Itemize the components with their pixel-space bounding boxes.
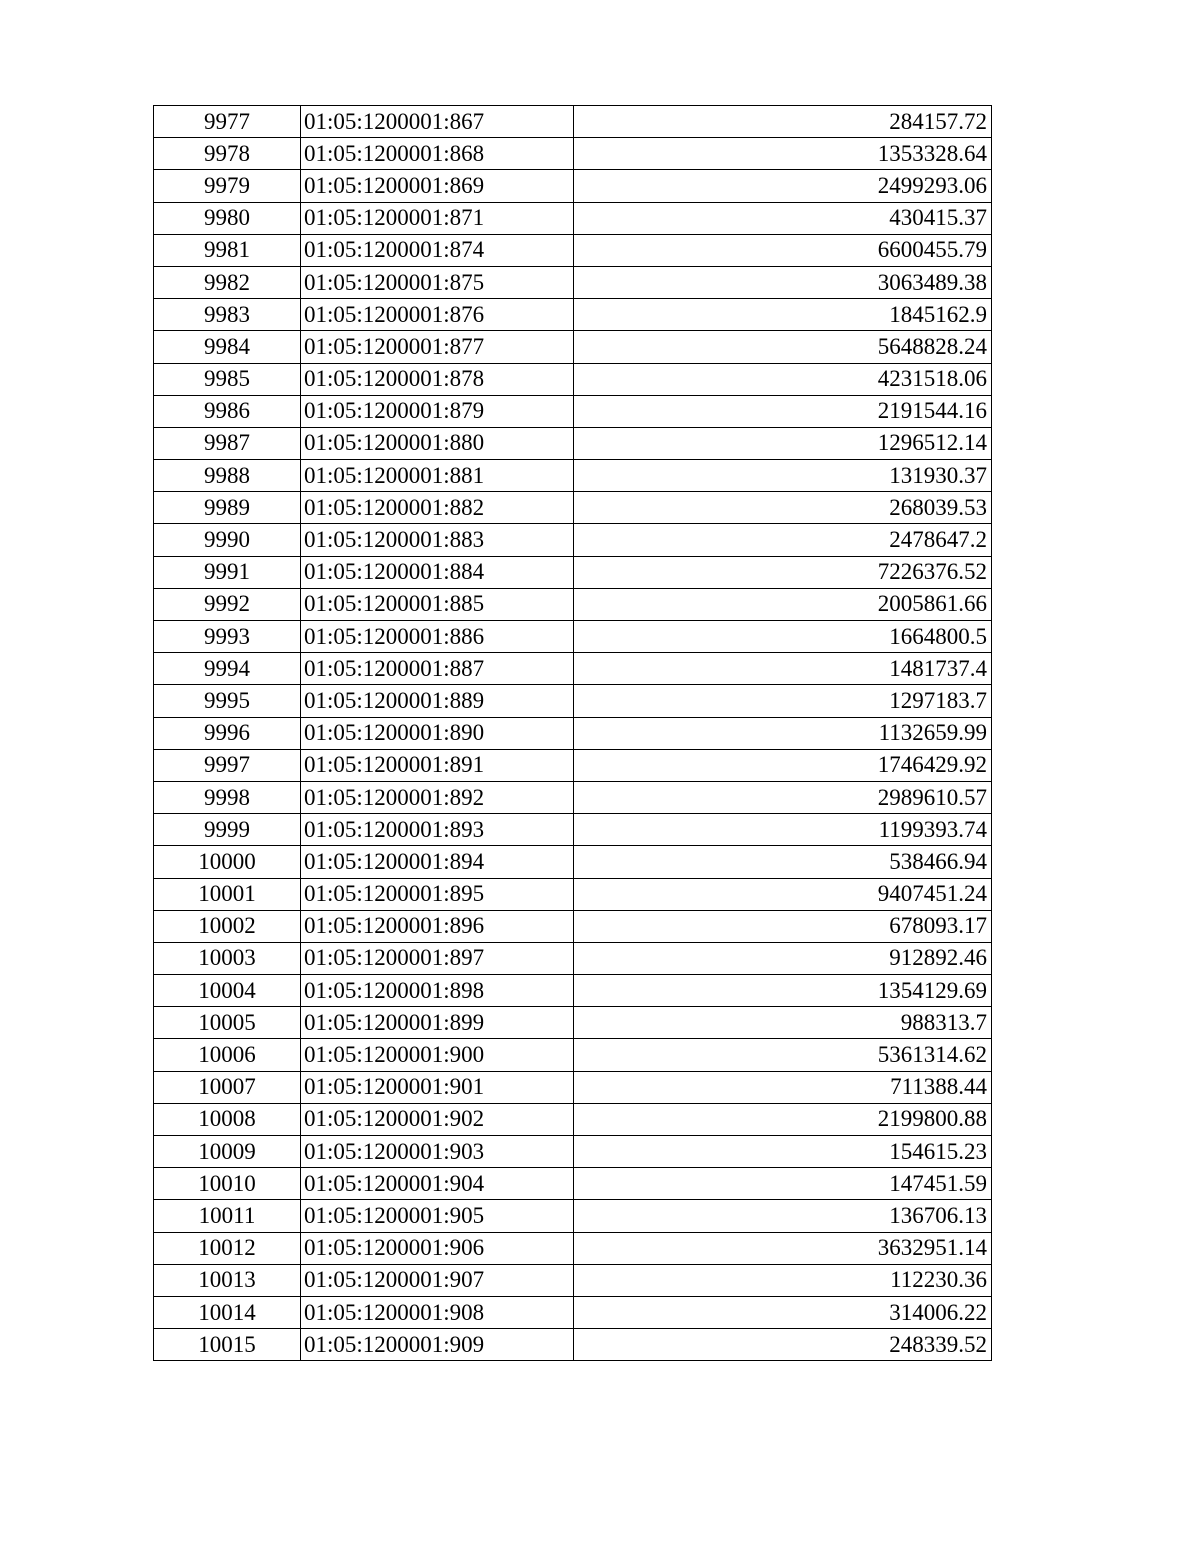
table-row <box>154 1232 992 1264</box>
amount-cell: 2478647.2 <box>574 524 992 556</box>
table-row <box>154 460 992 492</box>
cadastral-number-cell: 01:05:1200001:907 <box>301 1264 574 1296</box>
row-number-cell: 10002 <box>154 910 301 942</box>
cadastral-number-cell: 01:05:1200001:894 <box>301 846 574 878</box>
row-number-cell: 9994 <box>154 653 301 685</box>
data-table <box>153 105 992 1361</box>
amount-cell: 1297183.7 <box>574 685 992 717</box>
cadastral-number-cell: 01:05:1200001:899 <box>301 1007 574 1039</box>
table-row <box>154 910 992 942</box>
row-number-cell: 10000 <box>154 846 301 878</box>
table-row <box>154 1168 992 1200</box>
table-row <box>154 1296 992 1328</box>
amount-cell: 6600455.79 <box>574 234 992 266</box>
cadastral-number-cell: 01:05:1200001:883 <box>301 524 574 556</box>
amount-cell: 136706.13 <box>574 1200 992 1232</box>
cadastral-number-cell: 01:05:1200001:905 <box>301 1200 574 1232</box>
row-number-cell: 9993 <box>154 621 301 653</box>
cadastral-number-cell: 01:05:1200001:882 <box>301 492 574 524</box>
amount-cell: 2499293.06 <box>574 170 992 202</box>
table-row <box>154 717 992 749</box>
amount-cell: 2005861.66 <box>574 588 992 620</box>
cadastral-number-cell: 01:05:1200001:867 <box>301 106 574 138</box>
row-number-cell: 9995 <box>154 685 301 717</box>
cadastral-number-cell: 01:05:1200001:886 <box>301 621 574 653</box>
amount-cell: 154615.23 <box>574 1136 992 1168</box>
amount-cell: 147451.59 <box>574 1168 992 1200</box>
table-row <box>154 975 992 1007</box>
table-row <box>154 588 992 620</box>
table-body <box>154 106 992 1361</box>
amount-cell: 1353328.64 <box>574 138 992 170</box>
row-number-cell: 9980 <box>154 202 301 234</box>
amount-cell: 1481737.4 <box>574 653 992 685</box>
amount-cell: 538466.94 <box>574 846 992 878</box>
amount-cell: 5361314.62 <box>574 1039 992 1071</box>
table-row <box>154 1071 992 1103</box>
table-row <box>154 427 992 459</box>
cadastral-number-cell: 01:05:1200001:878 <box>301 363 574 395</box>
cadastral-number-cell: 01:05:1200001:887 <box>301 653 574 685</box>
row-number-cell: 10004 <box>154 975 301 1007</box>
table-row <box>154 1103 992 1135</box>
table-row <box>154 1136 992 1168</box>
row-number-cell: 10003 <box>154 942 301 974</box>
row-number-cell: 10006 <box>154 1039 301 1071</box>
table-row <box>154 395 992 427</box>
amount-cell: 1296512.14 <box>574 427 992 459</box>
row-number-cell: 9981 <box>154 234 301 266</box>
amount-cell: 4231518.06 <box>574 363 992 395</box>
amount-cell: 248339.52 <box>574 1329 992 1361</box>
row-number-cell: 10005 <box>154 1007 301 1039</box>
row-number-cell: 9979 <box>154 170 301 202</box>
cadastral-number-cell: 01:05:1200001:889 <box>301 685 574 717</box>
table-row <box>154 492 992 524</box>
row-number-cell: 9986 <box>154 395 301 427</box>
cadastral-number-cell: 01:05:1200001:879 <box>301 395 574 427</box>
row-number-cell: 10013 <box>154 1264 301 1296</box>
table-row <box>154 1200 992 1232</box>
cadastral-number-cell: 01:05:1200001:896 <box>301 910 574 942</box>
table-row <box>154 846 992 878</box>
amount-cell: 1664800.5 <box>574 621 992 653</box>
amount-cell: 430415.37 <box>574 202 992 234</box>
table-row <box>154 621 992 653</box>
amount-cell: 1132659.99 <box>574 717 992 749</box>
cadastral-number-cell: 01:05:1200001:880 <box>301 427 574 459</box>
table-row <box>154 556 992 588</box>
table-row <box>154 878 992 910</box>
cadastral-number-cell: 01:05:1200001:881 <box>301 460 574 492</box>
cadastral-number-cell: 01:05:1200001:906 <box>301 1232 574 1264</box>
cadastral-number-cell: 01:05:1200001:901 <box>301 1071 574 1103</box>
row-number-cell: 9988 <box>154 460 301 492</box>
cadastral-number-cell: 01:05:1200001:908 <box>301 1296 574 1328</box>
amount-cell: 268039.53 <box>574 492 992 524</box>
amount-cell: 988313.7 <box>574 1007 992 1039</box>
amount-cell: 2199800.88 <box>574 1103 992 1135</box>
cadastral-number-cell: 01:05:1200001:897 <box>301 942 574 974</box>
row-number-cell: 10007 <box>154 1071 301 1103</box>
cadastral-number-cell: 01:05:1200001:869 <box>301 170 574 202</box>
amount-cell: 1746429.92 <box>574 749 992 781</box>
row-number-cell: 10011 <box>154 1200 301 1232</box>
row-number-cell: 9990 <box>154 524 301 556</box>
cadastral-number-cell: 01:05:1200001:876 <box>301 299 574 331</box>
row-number-cell: 10014 <box>154 1296 301 1328</box>
row-number-cell: 9998 <box>154 781 301 813</box>
amount-cell: 711388.44 <box>574 1071 992 1103</box>
amount-cell: 7226376.52 <box>574 556 992 588</box>
amount-cell: 5648828.24 <box>574 331 992 363</box>
amount-cell: 131930.37 <box>574 460 992 492</box>
cadastral-number-cell: 01:05:1200001:895 <box>301 878 574 910</box>
table-row <box>154 106 992 138</box>
row-number-cell: 10008 <box>154 1103 301 1135</box>
cadastral-number-cell: 01:05:1200001:874 <box>301 234 574 266</box>
cadastral-number-cell: 01:05:1200001:898 <box>301 975 574 1007</box>
row-number-cell: 10012 <box>154 1232 301 1264</box>
cadastral-number-cell: 01:05:1200001:891 <box>301 749 574 781</box>
amount-cell: 678093.17 <box>574 910 992 942</box>
row-number-cell: 9991 <box>154 556 301 588</box>
cadastral-number-cell: 01:05:1200001:890 <box>301 717 574 749</box>
cadastral-number-cell: 01:05:1200001:877 <box>301 331 574 363</box>
amount-cell: 9407451.24 <box>574 878 992 910</box>
row-number-cell: 9999 <box>154 814 301 846</box>
cadastral-number-cell: 01:05:1200001:868 <box>301 138 574 170</box>
amount-cell: 112230.36 <box>574 1264 992 1296</box>
cadastral-number-cell: 01:05:1200001:903 <box>301 1136 574 1168</box>
table-row <box>154 266 992 298</box>
cadastral-number-cell: 01:05:1200001:884 <box>301 556 574 588</box>
row-number-cell: 9987 <box>154 427 301 459</box>
amount-cell: 3063489.38 <box>574 266 992 298</box>
row-number-cell: 10001 <box>154 878 301 910</box>
row-number-cell: 9982 <box>154 266 301 298</box>
row-number-cell: 9992 <box>154 588 301 620</box>
row-number-cell: 9997 <box>154 749 301 781</box>
table-row <box>154 814 992 846</box>
cadastral-number-cell: 01:05:1200001:871 <box>301 202 574 234</box>
table-row <box>154 1264 992 1296</box>
amount-cell: 1845162.9 <box>574 299 992 331</box>
row-number-cell: 9984 <box>154 331 301 363</box>
table-row <box>154 1039 992 1071</box>
row-number-cell: 9978 <box>154 138 301 170</box>
table-row <box>154 234 992 266</box>
cadastral-number-cell: 01:05:1200001:875 <box>301 266 574 298</box>
table-row <box>154 524 992 556</box>
amount-cell: 3632951.14 <box>574 1232 992 1264</box>
cadastral-number-cell: 01:05:1200001:909 <box>301 1329 574 1361</box>
row-number-cell: 9977 <box>154 106 301 138</box>
row-number-cell: 9983 <box>154 299 301 331</box>
table-row <box>154 363 992 395</box>
amount-cell: 1199393.74 <box>574 814 992 846</box>
table-row <box>154 299 992 331</box>
table-row <box>154 1007 992 1039</box>
table-row <box>154 1329 992 1361</box>
table-row <box>154 202 992 234</box>
cadastral-number-cell: 01:05:1200001:892 <box>301 781 574 813</box>
cadastral-number-cell: 01:05:1200001:904 <box>301 1168 574 1200</box>
amount-cell: 2191544.16 <box>574 395 992 427</box>
table-row <box>154 653 992 685</box>
row-number-cell: 10015 <box>154 1329 301 1361</box>
row-number-cell: 9985 <box>154 363 301 395</box>
table-row <box>154 942 992 974</box>
row-number-cell: 10009 <box>154 1136 301 1168</box>
amount-cell: 314006.22 <box>574 1296 992 1328</box>
table-row <box>154 331 992 363</box>
cadastral-number-cell: 01:05:1200001:900 <box>301 1039 574 1071</box>
table-row <box>154 781 992 813</box>
row-number-cell: 9989 <box>154 492 301 524</box>
table-row <box>154 170 992 202</box>
table-row <box>154 138 992 170</box>
cadastral-number-cell: 01:05:1200001:902 <box>301 1103 574 1135</box>
table-row <box>154 749 992 781</box>
row-number-cell: 9996 <box>154 717 301 749</box>
cadastral-number-cell: 01:05:1200001:893 <box>301 814 574 846</box>
table-row <box>154 685 992 717</box>
row-number-cell: 10010 <box>154 1168 301 1200</box>
amount-cell: 912892.46 <box>574 942 992 974</box>
amount-cell: 1354129.69 <box>574 975 992 1007</box>
amount-cell: 284157.72 <box>574 106 992 138</box>
amount-cell: 2989610.57 <box>574 781 992 813</box>
cadastral-number-cell: 01:05:1200001:885 <box>301 588 574 620</box>
